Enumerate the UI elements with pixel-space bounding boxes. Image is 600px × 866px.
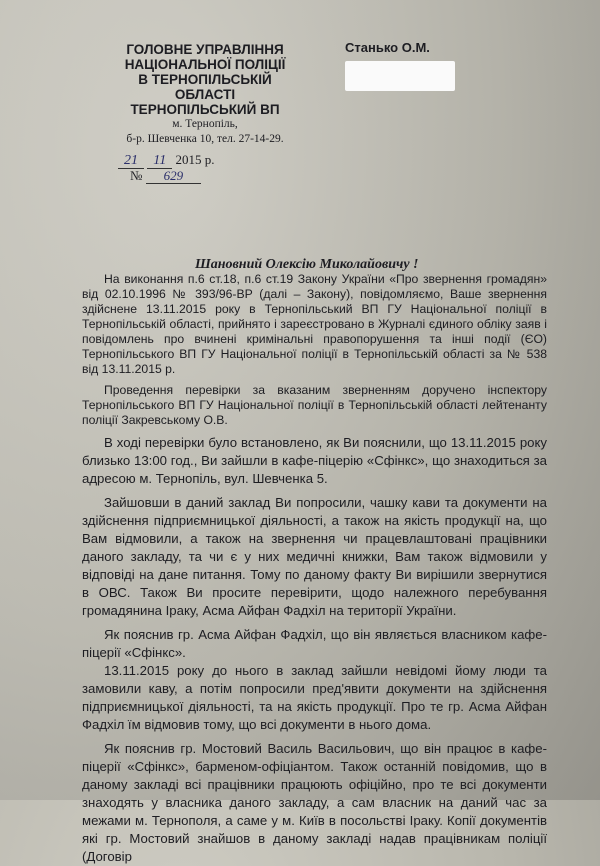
- redaction-mark: [345, 61, 455, 91]
- number-value: 629: [146, 168, 202, 184]
- body-paragraph: 13.11.2015 року до нього в заклад зайшли невідомі йому люди та замовили каву, а потім попросили пред'явити документи на здійснення підприємницької діяльності, та на якість продукції. Про те гр. Асма Айфан Фадхіл їм відмовив тому, що всі документи в нього дома.: [82, 663, 547, 732]
- number-prefix: №: [130, 168, 143, 183]
- org-line: ОБЛАСТІ: [174, 87, 236, 102]
- date-year: 2015 р.: [175, 152, 215, 167]
- sender-address: б-р. Шевченка 10, тел. 27-14-29.: [126, 133, 284, 145]
- body-paragraph: Як пояснив гр. Асма Айфан Фадхіл, що він являється власником кафе-піцерії «Сфінкс».: [82, 627, 547, 660]
- org-line: ГОЛОВНЕ УПРАВЛІННЯ: [126, 42, 284, 57]
- org-line: НАЦІОНАЛЬНОЇ ПОЛІЦІЇ: [124, 57, 286, 72]
- letter-number: [130, 168, 201, 184]
- body-paragraph: В ході перевірки було встановлено, як Ви пояснили, що 13.11.2015 року близько 13:00 год., Ви зайшли в кафе-піцерію «Сфінкс», що знаходиться за адресою м. Тернопіль, вул. Шевченка 5.: [82, 435, 547, 486]
- body-paragraph: Як пояснив гр. Мостовий Василь Васильович, що він працює в кафе-піцерії «Сфінкс», барменом-офіціантом. Також останній повідомив, що в даному закладі всі працівники працюють офіційно, про те всі документи знаходять у власника даного закладу, а сам власник на даний час за межами м. Тернополя, а саме у м. Київ в посольстві Іраку. Копії документів які гр. Мостовий знайшов в даному закладі надав працівникам поліції (Договір: [82, 741, 547, 864]
- org-line: ТЕРНОПІЛЬСЬКИЙ ВП: [130, 102, 280, 117]
- letter-body: [82, 272, 547, 866]
- body-paragraph: Проведення перевірки за вказаним зверненням доручено інспектору Тернопільського ВП ГУ Національної поліції в Тернопільській області лейтенанту поліції Закревському О.В.: [82, 383, 547, 427]
- body-paragraph: На виконання п.6 ст.18, п.6 ст.19 Закону України «Про звернення громадян» від 02.10.1996 № 393/96-ВР (далі – Закону), повідомляємо, Ваше звернення здійснене 13.11.2015 року в Тернопільський ВП ГУ Національної поліції в Тернопільській області, прийнято і зареєстровано в Журналі єдиного обліку заяв і повідомлень про вчинені кримінальні правопорушення та інші події (ЄО) Тернопільського ВП ГУ Національної поліції в Тернопільській області за № 538 від 13.11.2015 р.: [82, 272, 547, 376]
- recipient-block: [345, 40, 545, 91]
- sender-city: м. Тернопіль,: [172, 118, 238, 130]
- date-month: 11: [147, 153, 172, 169]
- date-day: 21: [118, 153, 144, 169]
- org-line: В ТЕРНОПІЛЬСЬКІЙ: [138, 72, 272, 87]
- greeting: Шановний Олексію Миколайовичу !: [195, 257, 419, 272]
- sender-header: [95, 42, 315, 147]
- body-paragraph: Зайшовши в даний заклад Ви попросили, чашку кави та документи на здійснення підприємницької діяльності, а також на якість продукції на, що Вам відмовили, а також на звернення чи працевлаштовані працівники даного закладу, та чи є у них медичні книжки, Вам також відмовили у відповіді на дане питання. Тому по даному факту Ви вирішили звернутися в ОВС. Також Ви просите перевірити, щодо належного перебування громадянина Іраку, Асма Айфан Фадхіл на території України.: [82, 495, 547, 618]
- recipient-name: Станько О.М.: [345, 40, 430, 55]
- letter-date: [118, 152, 214, 169]
